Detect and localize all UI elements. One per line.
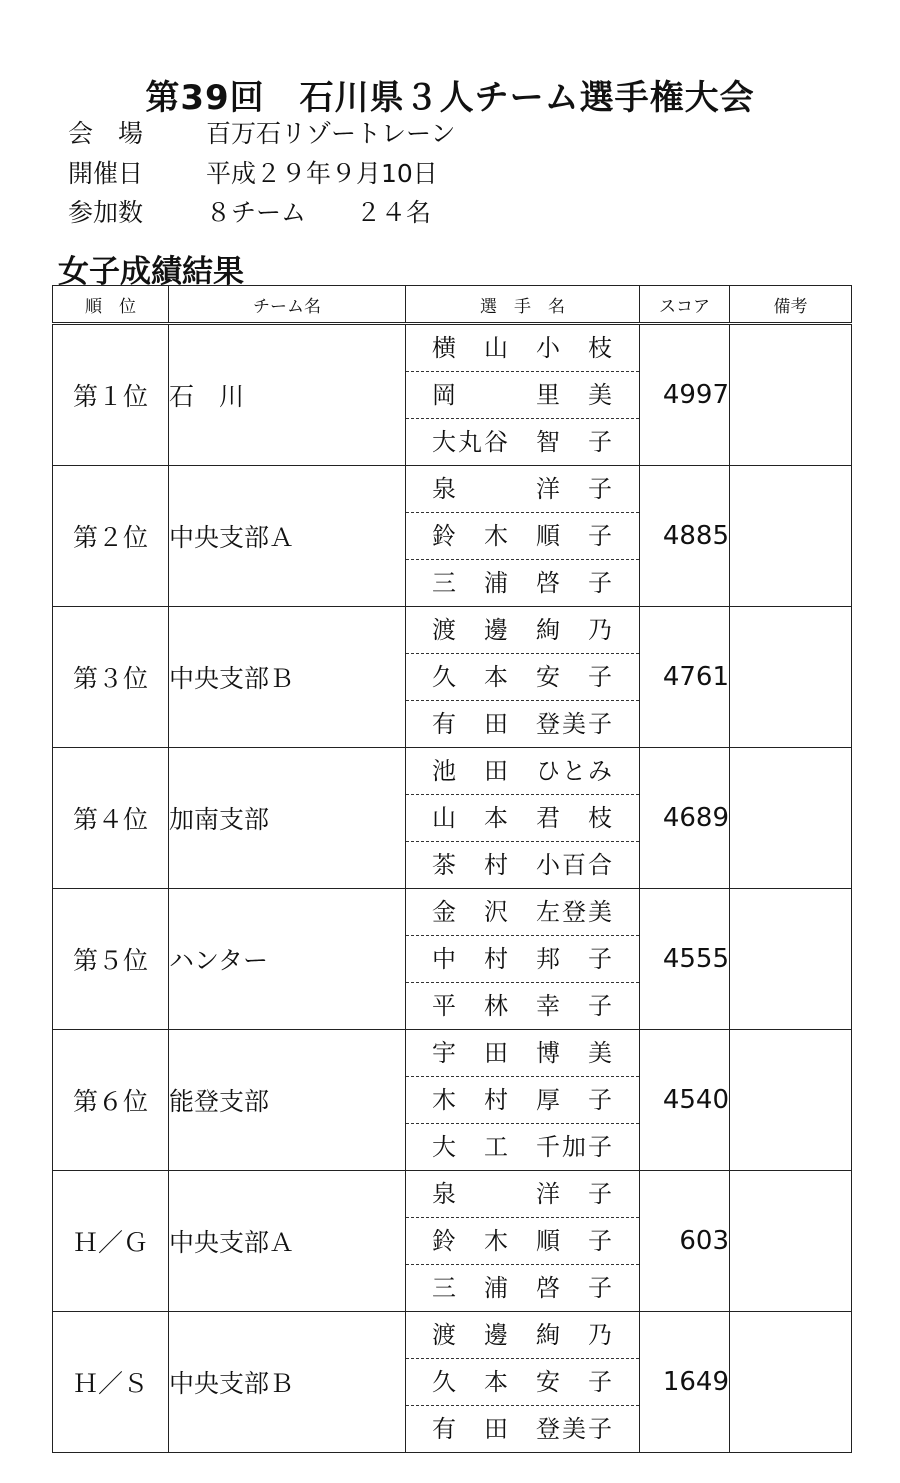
player-name: 有 田 登美子: [406, 1405, 639, 1452]
info-label: 開催日: [68, 159, 144, 188]
player-name: 金 沢 左登美: [432, 898, 614, 926]
score-cell: 4540: [640, 1030, 730, 1171]
players-cell: [406, 324, 640, 466]
team-cell: 中央支部Ｂ: [169, 607, 406, 748]
player-name: 三 浦 啓 子: [406, 1264, 639, 1311]
players-cell: [406, 1312, 640, 1453]
player-name: 鈴 木 順 子: [406, 1217, 639, 1264]
rank-cell: 第５位: [53, 889, 169, 1030]
team-cell: 加南支部: [169, 748, 406, 889]
player-name: 大 工 千加子: [406, 1123, 639, 1170]
team-cell: 中央支部Ｂ: [169, 1312, 406, 1453]
table-row: [53, 607, 852, 748]
player-name: 平 林 幸 子: [406, 982, 639, 1029]
table-row: [53, 748, 852, 889]
player-name: 渡 邊 絢 乃: [432, 616, 614, 644]
score-cell: 4997: [640, 324, 730, 466]
table-row: [53, 889, 852, 1030]
info-participants: [68, 195, 431, 231]
rank-cell: 第３位: [53, 607, 169, 748]
page-title: 第39回 石川県３人チーム選手権大会: [145, 78, 755, 118]
header-score: スコア: [640, 286, 730, 324]
table-row: [53, 324, 852, 466]
player-name: 渡 邊 絢 乃: [432, 1321, 614, 1349]
table-header-row: [53, 286, 852, 324]
players-cell: [406, 889, 640, 1030]
players-cell: [406, 1171, 640, 1312]
team-cell: 中央支部Ａ: [169, 466, 406, 607]
player-name: 三 浦 啓 子: [406, 559, 639, 606]
rank-cell: 第１位: [53, 324, 169, 466]
rank-cell: Ｈ／Ｓ: [53, 1312, 169, 1453]
header-team: チーム名: [169, 286, 406, 324]
rank-cell: Ｈ／Ｇ: [53, 1171, 169, 1312]
info-venue: [68, 116, 456, 152]
team-cell: 中央支部Ａ: [169, 1171, 406, 1312]
score-cell: 4761: [640, 607, 730, 748]
player-name: 茶 村 小百合: [406, 841, 639, 888]
note-cell: [730, 1312, 852, 1453]
info-label: 参加数: [68, 198, 144, 227]
player-name: 岡 里 美: [406, 371, 639, 418]
header-note: 備考: [730, 286, 852, 324]
team-cell: ハンター: [169, 889, 406, 1030]
player-name: 宇 田 博 美: [432, 1039, 614, 1067]
results-body: [53, 324, 852, 1453]
players-cell: [406, 748, 640, 889]
note-cell: [730, 1030, 852, 1171]
player-name: 久 本 安 子: [406, 1358, 639, 1405]
player-name: 大丸谷 智 子: [406, 418, 639, 465]
note-cell: [730, 607, 852, 748]
note-cell: [730, 466, 852, 607]
info-value: 平成２９年９月10日: [206, 159, 438, 188]
players-cell: [406, 1030, 640, 1171]
note-cell: [730, 748, 852, 889]
rank-cell: 第２位: [53, 466, 169, 607]
player-name: 泉 洋 子: [432, 475, 614, 503]
table-row: [53, 466, 852, 607]
player-name: 木 村 厚 子: [406, 1076, 639, 1123]
player-name: 泉 洋 子: [432, 1180, 614, 1208]
player-name: 横 山 小 枝: [432, 334, 614, 362]
info-label: 会 場: [68, 119, 144, 148]
player-name: 池 田 ひとみ: [432, 757, 614, 785]
rank-cell: 第４位: [53, 748, 169, 889]
note-cell: [730, 889, 852, 1030]
player-name: 有 田 登美子: [406, 700, 639, 747]
table-row: [53, 1171, 852, 1312]
score-cell: 4885: [640, 466, 730, 607]
player-name: 中 村 邦 子: [406, 935, 639, 982]
table-row: [53, 1030, 852, 1171]
results-table: [52, 285, 852, 1453]
player-name: 鈴 木 順 子: [406, 512, 639, 559]
section-heading: 女子成績結果: [58, 254, 244, 290]
team-cell: 能登支部: [169, 1030, 406, 1171]
note-cell: [730, 324, 852, 466]
header-players: 選 手 名: [406, 286, 640, 324]
players-cell: [406, 607, 640, 748]
score-cell: 1649: [640, 1312, 730, 1453]
table-row: [53, 1312, 852, 1453]
info-value: ８チーム ２４名: [206, 198, 432, 227]
header-rank: 順 位: [53, 286, 169, 324]
score-cell: 4555: [640, 889, 730, 1030]
team-cell: 石 川: [169, 324, 406, 466]
info-value: 百万石リゾートレーン: [206, 119, 456, 148]
info-date: [68, 156, 438, 192]
note-cell: [730, 1171, 852, 1312]
player-name: 山 本 君 枝: [406, 794, 639, 841]
players-cell: [406, 466, 640, 607]
player-name: 久 本 安 子: [406, 653, 639, 700]
rank-cell: 第６位: [53, 1030, 169, 1171]
score-cell: 4689: [640, 748, 730, 889]
score-cell: 603: [640, 1171, 730, 1312]
